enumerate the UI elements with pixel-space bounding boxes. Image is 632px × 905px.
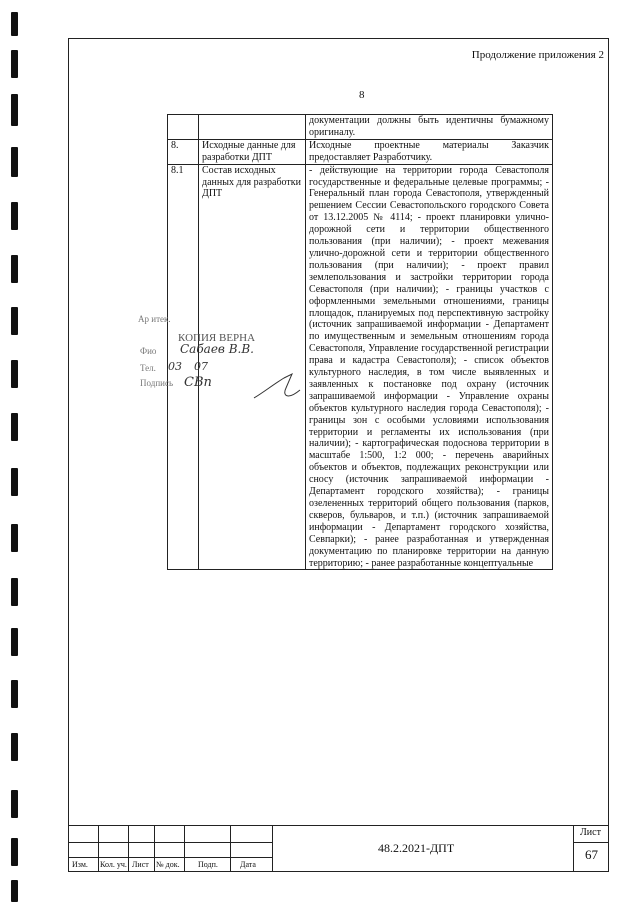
title-label-count: Кол. уч. [100,860,127,869]
signature-mark: СВп [184,375,212,390]
signature-name: Сабаев В.В. [180,342,254,356]
binding-mark [11,255,18,283]
sheet-label: Лист [580,827,601,838]
title-block-line [573,825,574,871]
binding-mark [11,12,18,36]
binding-mark [11,202,18,230]
row-number: 8.1 [168,164,199,570]
binding-mark [11,307,18,335]
title-label-date: Дата [240,860,256,869]
title-label-docnum: № док. [156,860,180,869]
binding-mark [11,790,18,818]
stamp-line: Ар итек. [138,314,171,324]
binding-mark [11,468,18,496]
signature-stroke [252,370,312,410]
title-block-line [184,825,185,871]
binding-mark [11,147,18,177]
title-block-line [272,825,273,871]
binding-mark [11,50,18,78]
binding-mark [11,524,18,552]
binding-mark [11,733,18,761]
binding-mark [11,628,18,656]
title-label-sign: Подп. [198,860,218,869]
binding-mark [11,578,18,606]
row-name: Состав исходных данных для разработки ДПТ [199,164,306,570]
table-row [168,139,553,164]
title-block-line [154,825,155,871]
row-description: - действующие на территории города Севастополя государственные и федеральные целевые программы; - Генеральный план города Севастополя, утвержденный решением Сессии Севастопольского городского Совета от 13.12.2005 № 4114; - проект планировки улично-дорожной сети и территории общественного пользования (при наличии); - проект межевания улично-дорожной сети и территории общественного пользования (при наличии); - проект правил землепользования и застройки территории города Севастополя (при наличии); - границы участков с оформленными земельными отношениями, границы площадок, планируемых под перспективную застройку (источник запрашиваемой информации - Департамент по имущественным и земельным отношениям города Севастополя, Управление государственной регистрации права и кадастра Севастополя); - список объектов культурного наследия, в том числе выявленных и заявленных к постановке под охрану (источник запрашиваемой информации - Управление охраны объектов культурного наследия города Севастополя); - границы зон с особыми условиями использования территории и регламенты их использования (при наличии); - картографическая подоснова территории в масштабе 1:500, 1:2 000; - перечень аварийных объектов и объектов, подлежащих реконструкции или сносу (источник запрашиваемой информации - Департамент городского хозяйства); - границы озелененных территорий общего пользования (парков, скверов, бульваров, и т.п.) (источник запрашиваемой информации - Департамент городского хозяйства, Севпарки); - ранее разработанная и утвержденная документацию по планировке территории на данную территорию; - ранее разработанные концептуальные [306,164,553,570]
signature-date: 03 [168,360,182,373]
row-name: Исходные данные для разработки ДПТ [199,139,306,164]
stamp-line: Подпись [140,378,174,388]
binding-mark [11,94,18,126]
row-description: Исходные проектные материалы Заказчик предоставляет Разработчику. [306,139,553,164]
signature-date: 07 [194,360,208,373]
row-number [168,115,199,140]
title-label-change: Изм. [72,860,88,869]
table-row [168,115,553,140]
document-code: 48.2.2021-ДПТ [378,841,455,855]
title-label-sheet: Лист [132,860,149,869]
stamp-line: Фио [140,346,157,356]
title-block-line [128,825,129,871]
row-description: документации должны быть идентичны бумажному оригиналу. [306,115,553,140]
binding-mark [11,680,18,708]
sheet-number: 67 [585,847,598,862]
title-block-line [230,825,231,871]
title-block-line [68,825,609,826]
binding-mark [11,360,18,388]
binding-mark [11,413,18,441]
stamp-copy-mark: КОПИЯ ВЕРНА [178,332,256,344]
row-name [199,115,306,140]
title-block-line [573,842,609,843]
title-block-line [98,825,99,871]
stamp-line: Тел. [140,363,156,373]
page-number: 8 [359,89,365,101]
continuation-label: Продолжение приложения 2 [471,49,604,61]
row-number: 8. [168,139,199,164]
binding-mark [11,838,18,866]
binding-mark [11,880,18,902]
